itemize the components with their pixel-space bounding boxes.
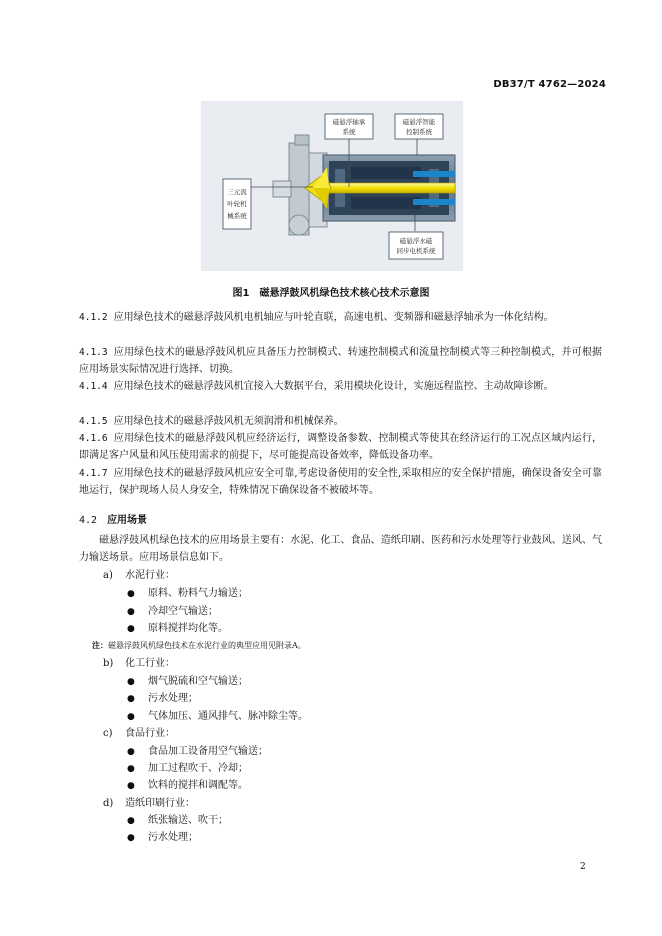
note bbox=[92, 640, 306, 652]
bullet-icon: ● bbox=[127, 607, 135, 617]
list-item-text: 冷却空气输送； bbox=[148, 606, 218, 617]
list-item bbox=[127, 709, 308, 725]
category-letter: a) bbox=[103, 570, 113, 581]
category-cement bbox=[103, 568, 175, 584]
list-item-text: 加工过程吹干、冷却； bbox=[148, 763, 248, 774]
list-item-text: 原料搅拌均化等。 bbox=[148, 623, 228, 634]
clause-text: 应用绿色技术的磁悬浮鼓风机无须润滑和机械保养。 bbox=[113, 416, 344, 427]
category-name: 造纸印刷行业： bbox=[125, 798, 195, 809]
category-chemical bbox=[103, 656, 175, 672]
list-item-text: 污水处理； bbox=[148, 693, 198, 704]
list-item-text: 气体加压、通风排气、脉冲除尘等。 bbox=[148, 711, 308, 722]
motor-label-line1: 磁悬浮永磁 bbox=[399, 237, 433, 245]
label-impeller-system bbox=[223, 179, 251, 229]
clause-text: 应用绿色技术的磁悬浮鼓风机宜接入大数据平台，采用模块化设计，实施远程监控、主动故障诊断。 bbox=[113, 381, 554, 392]
list-item bbox=[127, 691, 198, 707]
list-item bbox=[127, 761, 248, 777]
clause-number: 4.1.7 bbox=[79, 468, 108, 479]
bullet-icon: ● bbox=[127, 781, 135, 791]
bullet-icon: ● bbox=[127, 833, 135, 843]
clause-text: 应用绿色技术的磁悬浮鼓风机应经济运行，调整设备参数、控制模式等使其在经济运行的工况点区域内运行，即满足客户风量和风压使用需求的前提下，尽可能提高设备效率，降低设备功率。 bbox=[79, 433, 602, 462]
list-item bbox=[127, 604, 218, 620]
bullet-icon: ● bbox=[127, 816, 135, 826]
category-paper-printing bbox=[103, 796, 195, 812]
category-letter: c) bbox=[103, 728, 113, 739]
impeller-label-line3: 械系统 bbox=[227, 212, 247, 220]
bullet-icon: ● bbox=[127, 624, 135, 634]
list-item-text: 饮料的搅拌和调配等。 bbox=[148, 780, 248, 791]
blower-cross-section-diagram bbox=[201, 101, 463, 271]
standard-code: DB37/T 4762—2024 bbox=[493, 79, 606, 90]
clause-text: 应用绿色技术的磁悬浮鼓风机应具备压力控制模式、转速控制模式和流量控制模式等三种控制模式，并可根据应用场景实际情况进行选择、切换。 bbox=[79, 347, 602, 376]
list-item bbox=[127, 830, 198, 846]
label-control-system bbox=[395, 114, 443, 139]
list-item bbox=[127, 778, 248, 794]
motor-label-line2: 同步电机系统 bbox=[396, 247, 436, 255]
bullet-icon: ● bbox=[127, 677, 135, 687]
list-item bbox=[127, 586, 248, 602]
bullet-icon: ● bbox=[127, 589, 135, 599]
clause-4-1-7 bbox=[79, 465, 602, 500]
bullet-icon: ● bbox=[127, 764, 135, 774]
clause-4-1-5 bbox=[79, 413, 602, 430]
page-number: 2 bbox=[580, 862, 586, 872]
bearing-label-line1: 磁悬浮轴承 bbox=[332, 118, 366, 126]
clause-4-1-2 bbox=[79, 309, 602, 326]
label-bearing-system bbox=[325, 114, 373, 139]
section-number: 4.2 bbox=[79, 515, 98, 526]
list-item bbox=[127, 744, 268, 760]
control-label-line2: 控制系统 bbox=[406, 128, 432, 136]
clause-number: 4.1.5 bbox=[79, 416, 108, 427]
control-label-line1: 磁悬浮智能 bbox=[402, 118, 436, 126]
clause-4-1-6 bbox=[79, 430, 602, 465]
clause-number: 4.1.4 bbox=[79, 381, 108, 392]
list-item-text: 食品加工设备用空气输送； bbox=[148, 746, 268, 757]
category-letter: d) bbox=[103, 798, 114, 809]
label-motor-system bbox=[389, 232, 443, 259]
impeller-label-line1: 三元流 bbox=[227, 188, 247, 196]
category-name: 水泥行业： bbox=[125, 570, 175, 581]
impeller-label-line2: 叶轮机 bbox=[227, 200, 247, 208]
category-name: 化工行业： bbox=[125, 658, 175, 669]
clause-text: 应用绿色技术的磁悬浮鼓风机电机轴应与叶轮直联，高速电机、变频器和磁悬浮轴承为一体化结构。 bbox=[113, 312, 554, 323]
clause-number: 4.1.6 bbox=[79, 433, 108, 444]
list-item bbox=[127, 813, 228, 829]
note-label: 注： bbox=[92, 641, 108, 650]
core-technology-figure bbox=[201, 101, 463, 271]
section-heading bbox=[79, 511, 147, 526]
clause-4-1-3 bbox=[79, 344, 602, 379]
clause-4-1-4 bbox=[79, 378, 602, 395]
list-item-text: 烟气脱硫和空气输送； bbox=[148, 676, 248, 687]
category-letter: b) bbox=[103, 658, 114, 669]
category-food bbox=[103, 726, 175, 742]
figure-caption: 图1 磁悬浮鼓风机绿色技术核心技术示意图 bbox=[232, 288, 430, 299]
clause-number: 4.1.3 bbox=[79, 347, 108, 358]
list-item bbox=[127, 621, 228, 637]
bullet-icon: ● bbox=[127, 747, 135, 757]
section-title: 应用场景 bbox=[107, 515, 148, 526]
list-item bbox=[127, 674, 248, 690]
section-intro: 磁悬浮鼓风机绿色技术的应用场景主要有：水泥、化工、食品、造纸印刷、医药和污水处理等行业鼓风、送风、气力输送场景。应用场景信息如下。 bbox=[79, 535, 602, 564]
bearing-label-line2: 系统 bbox=[342, 128, 356, 136]
list-item-text: 污水处理； bbox=[148, 832, 198, 843]
list-item-text: 纸张输送、吹干； bbox=[148, 815, 228, 826]
clause-text: 应用绿色技术的磁悬浮鼓风机应安全可靠,考虑设备使用的安全性,采取相应的安全保护措施，确保设备安全可靠地运行，保护现场人员人身安全，特殊情况下确保设备不被破坏等。 bbox=[79, 468, 602, 497]
bullet-icon: ● bbox=[127, 712, 135, 722]
list-item-text: 原料、粉料气力输送； bbox=[148, 588, 248, 599]
category-name: 食品行业： bbox=[125, 728, 175, 739]
note-text: 磁悬浮鼓风机绿色技术在水泥行业的典型应用见附录A。 bbox=[108, 641, 306, 650]
bullet-icon: ● bbox=[127, 694, 135, 704]
clause-number: 4.1.2 bbox=[79, 312, 108, 323]
